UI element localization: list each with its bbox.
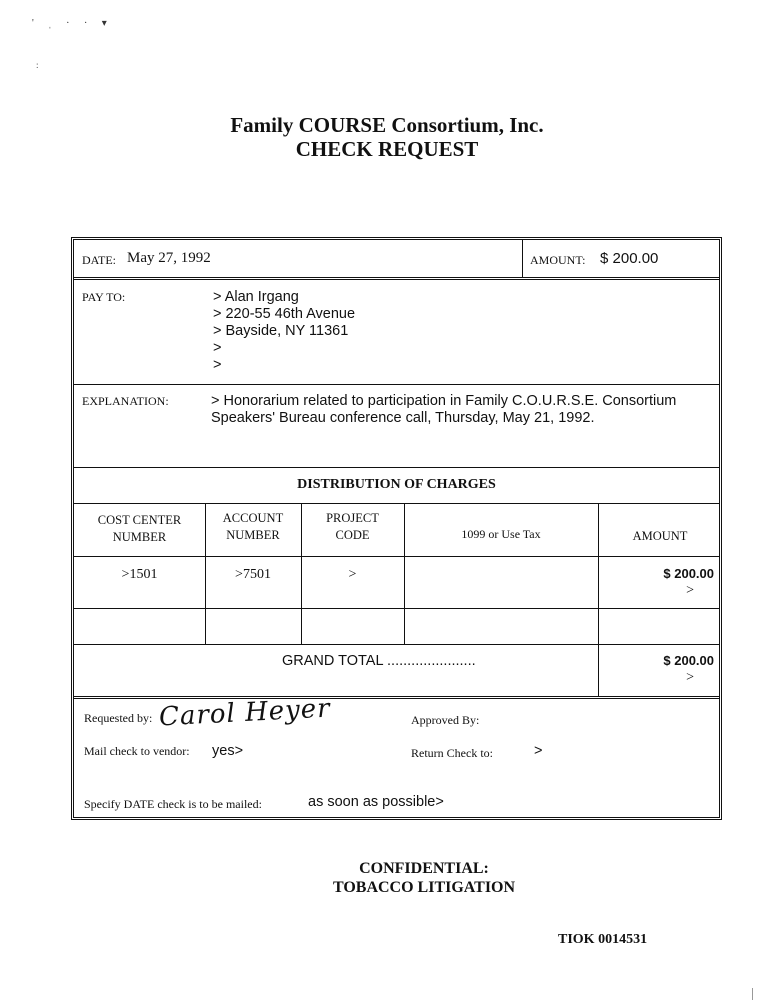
account-header: ACCOUNT NUMBER bbox=[222, 511, 284, 542]
col-divider-3 bbox=[404, 503, 405, 644]
return-check-label: Return Check to: bbox=[411, 746, 493, 760]
grand-total-value: $ 200.00 bbox=[663, 653, 714, 668]
pay-to-line: > bbox=[213, 340, 222, 356]
date-value: May 27, 1992 bbox=[127, 250, 211, 266]
project-header: PROJECT CODE bbox=[326, 511, 379, 542]
specify-date-value: as soon as possible> bbox=[308, 794, 444, 810]
account-cell: >7501 bbox=[235, 567, 271, 582]
pay-to-line: > Bayside, NY 11361 bbox=[213, 323, 349, 339]
divider-row-1 bbox=[74, 608, 719, 609]
project-cell: > bbox=[348, 567, 357, 582]
amount-cell-mark: > bbox=[686, 583, 694, 598]
grand-total-label: GRAND TOTAL ...................... bbox=[282, 653, 476, 669]
grand-total-mark: > bbox=[686, 670, 694, 685]
amount-label: AMOUNT: bbox=[530, 253, 586, 267]
divider-after-payto bbox=[74, 384, 719, 385]
organization-name: Family COURSE Consortium, Inc. bbox=[230, 113, 544, 137]
requested-by-label: Requested by: bbox=[84, 711, 153, 725]
divider-after-explanation bbox=[74, 467, 719, 468]
mail-check-value: yes> bbox=[212, 743, 244, 759]
tax-header: 1099 or Use Tax bbox=[461, 527, 541, 541]
scan-speck: : bbox=[36, 60, 39, 70]
date-amount-divider bbox=[522, 240, 523, 277]
scan-specks: ' ˌ · · ▾ bbox=[32, 18, 113, 29]
bates-number: TIOK 0014531 bbox=[558, 932, 648, 947]
divider-after-col-headers bbox=[74, 556, 719, 557]
pay-to-line: > Alan Irgang bbox=[213, 289, 299, 305]
cost-center-cell: >1501 bbox=[121, 567, 158, 582]
explanation-line-2: Speakers' Bureau conference call, Thursday, May 21, 1992. bbox=[211, 410, 595, 426]
pay-to-label: PAY TO: bbox=[82, 290, 126, 304]
scan-edge-mark bbox=[752, 988, 753, 1000]
divider-after-grand-total bbox=[74, 696, 719, 699]
divider-after-date bbox=[74, 277, 719, 280]
pay-to-line: > 220-55 46th Avenue bbox=[213, 306, 356, 322]
specify-date-label: Specify DATE check is to be mailed: bbox=[84, 797, 262, 811]
explanation-line-1: > Honorarium related to participation in Family C.O.U.R.S.E. Consortium bbox=[211, 393, 677, 409]
date-label: DATE: bbox=[82, 253, 116, 267]
amount-cell: $ 200.00 bbox=[663, 566, 714, 581]
return-check-value: > bbox=[534, 743, 543, 759]
divider-after-dist-title bbox=[74, 503, 719, 504]
cost-center-header: COST CENTER NUMBER bbox=[97, 513, 182, 544]
explanation-label: EXPLANATION: bbox=[82, 394, 169, 408]
approved-by-label: Approved By: bbox=[411, 713, 480, 727]
divider-row-2 bbox=[74, 644, 719, 645]
confidential-label: CONFIDENTIAL: bbox=[359, 860, 489, 877]
mail-check-label: Mail check to vendor: bbox=[84, 744, 190, 758]
amount-header: AMOUNT bbox=[632, 529, 688, 543]
check-request-form bbox=[71, 237, 722, 820]
form-title: CHECK REQUEST bbox=[295, 137, 479, 161]
litigation-label: TOBACCO LITIGATION bbox=[332, 879, 516, 896]
amount-value: $ 200.00 bbox=[600, 250, 659, 267]
pay-to-line: > bbox=[213, 357, 222, 373]
requested-by-signature: Carol Heyer bbox=[158, 693, 332, 733]
distribution-title: DISTRIBUTION OF CHARGES bbox=[297, 477, 496, 492]
